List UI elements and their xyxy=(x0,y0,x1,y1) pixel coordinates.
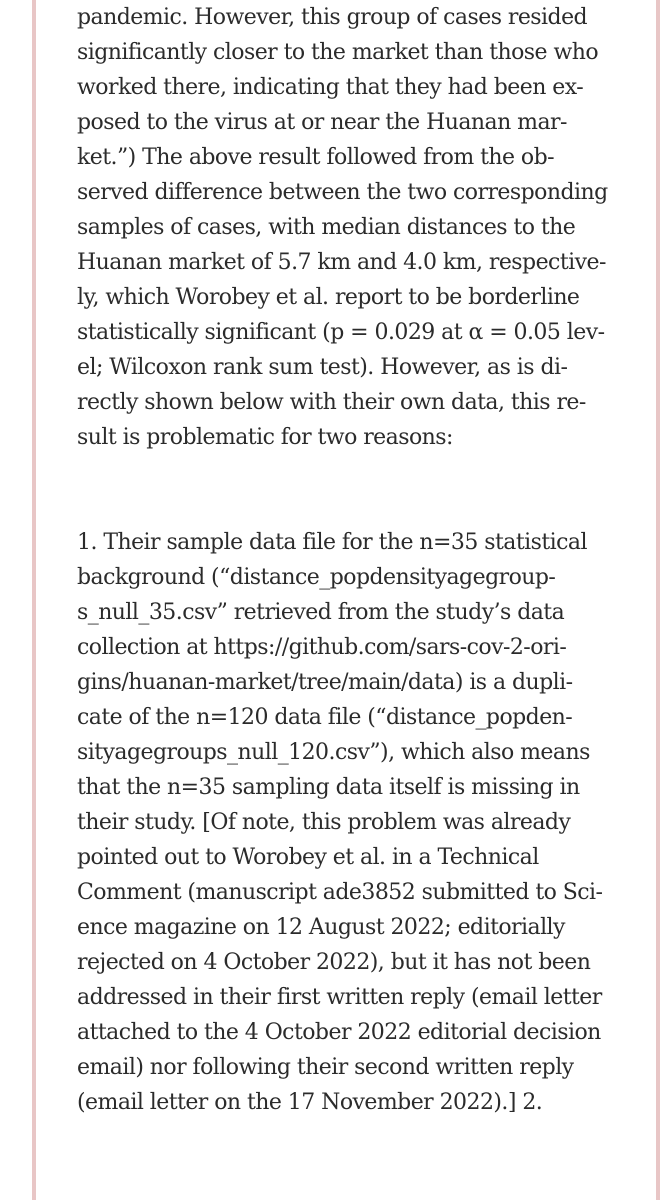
text-line: that the n=35 sampling data itself is missing in xyxy=(77,775,580,800)
text-line: Huanan market of 5.7 km and 4.0 km, respective- xyxy=(77,250,606,275)
text-line: rejected on 4 October 2022), but it has not been xyxy=(77,950,591,975)
text-line: gins/huanan-market/tree/main/data) is a dupli- xyxy=(77,670,573,695)
text-line: ly, which Worobey et al. report to be borderline xyxy=(77,285,580,310)
text-line: s_null_35.csv” retrieved from the study’s data xyxy=(77,600,565,625)
text-line: el; Wilcoxon rank sum test). However, as is di- xyxy=(77,355,568,380)
article-body xyxy=(77,0,643,1120)
text-line: statistically significant (p = 0.029 at α = 0.05 lev- xyxy=(77,320,605,345)
text-line: sityagegroups_null_120.csv”), which also means xyxy=(77,740,590,765)
text-line: ket.”) The above result followed from the ob- xyxy=(77,145,555,170)
right-margin-rule xyxy=(656,0,660,1200)
text-line: worked there, indicating that they had been ex- xyxy=(77,75,584,100)
text-line: background (“distance_popdensityagegroup- xyxy=(77,565,556,590)
paragraph-continuation xyxy=(77,0,643,455)
text-line: Comment (manuscript ade3852 submitted to Sci- xyxy=(77,880,603,905)
text-line: collection at https://github.com/sars-cov-2-ori- xyxy=(77,635,567,660)
left-margin-rule xyxy=(32,0,36,1200)
text-line: rectly shown below with their own data, this re- xyxy=(77,390,586,415)
text-line: 1. Their sample data file for the n=35 statistical xyxy=(77,530,587,555)
text-line: their study. [Of note, this problem was already xyxy=(77,810,571,835)
text-line: samples of cases, with median distances to the xyxy=(77,215,576,240)
text-line: sult is problematic for two reasons: xyxy=(77,425,453,450)
text-line: significantly closer to the market than those who xyxy=(77,40,599,65)
text-line: email) nor following their second written reply xyxy=(77,1055,574,1080)
text-line: posed to the virus at or near the Huanan mar- xyxy=(77,110,567,135)
text-line: cate of the n=120 data file (“distance_popden- xyxy=(77,705,573,730)
paragraph-point-1 xyxy=(77,525,643,1120)
text-line: served difference between the two corresponding xyxy=(77,180,608,205)
text-line: attached to the 4 October 2022 editorial decision xyxy=(77,1020,601,1045)
text-line: pandemic. However, this group of cases resided xyxy=(77,5,588,30)
text-line: ence magazine on 12 August 2022; editorially xyxy=(77,915,565,940)
text-line: pointed out to Worobey et al. in a Technical xyxy=(77,845,539,870)
text-line: addressed in their first written reply (email letter xyxy=(77,985,602,1010)
text-line: (email letter on the 17 November 2022).] 2. xyxy=(77,1090,543,1115)
paragraph-spacer xyxy=(77,455,643,525)
